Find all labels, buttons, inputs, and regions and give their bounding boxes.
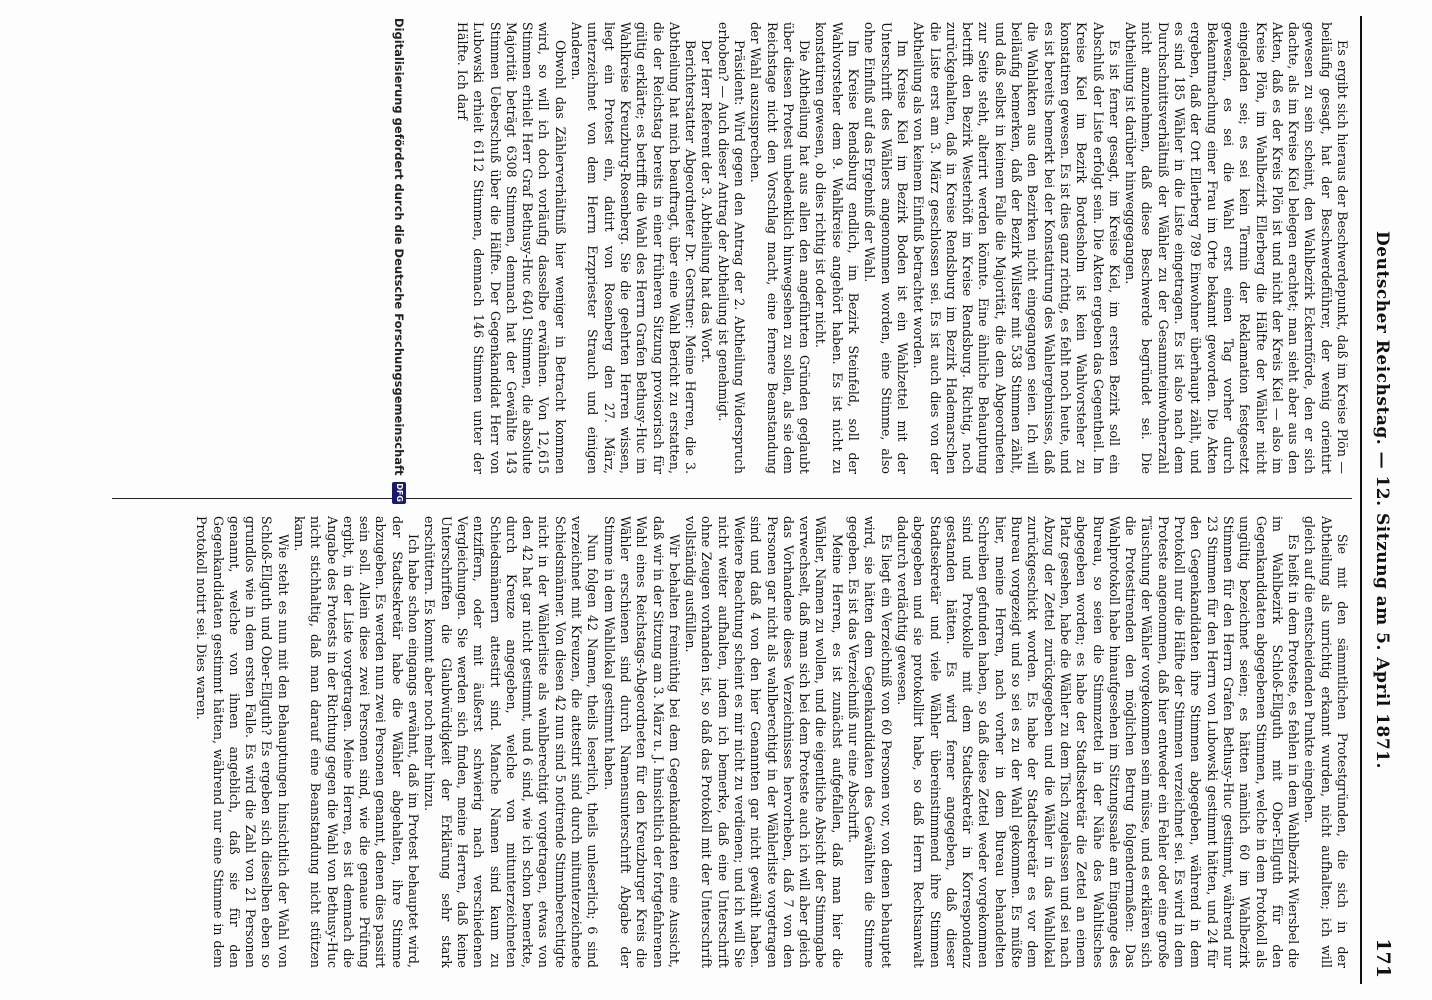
header-title: Deutscher Reichstag. — 12. Sitzung am 5. April 1871. xyxy=(1372,231,1392,769)
paragraph: Sie mit den sämmtlichen Protestgründen, die sich in der Abtheilung als unrichtig erkannt wurden, nicht aufhalten; ich will gleich auf die entscheidenden Punkte eingehen. xyxy=(1302,516,1350,968)
paragraph: Wir behalten freimüthig bei dem Gegenkandidaten eine Aussicht, daß wir in der Sitzung am 3. März u. J. hinsichtlich der fortgefahrenen Wahl eines Reichstags-Abgeordneten für den Kreuzburger Kreis die Wähler erschienen sind durch Namensunterschrift Abgabe der Stimme in dem Wahllokal gestimmt haben. xyxy=(601,516,682,968)
paragraph: Im Kreise Rendsburg endlich, im Bezirk Steinfeld, soll der Wahlvorsteher dem 9. Wahlkreise angehört haben. Es ist nicht zu konstatiren gewesen, ob dies richtig ist oder nicht. xyxy=(813,22,862,474)
paragraph: Es ergibt sich hieraus der Beschwerdepunkt, daß im Kreise Plön — beiläufig gesagt, hat der Beschwerdeführer, der wenig orientirt gewesen zu sein scheint, den Wahlbezirk Eckernförde, den er sich dachte, als im Kreise Kiel belegen erachtet; man sieht aber aus den Akten, daß es der Kreis Plön ist und nicht der Kreis Kiel — also im Kreise Plön, im Wahlbezirk Ellerberg die Hälfte der Wähler nicht eingeladen sei; es sei kein Termin der Reklamation festgesetzt gewesen, es sei die Wahl erst einen Tag vorher durch Bekanntmachung einer Frau im Orte bekannt geworden. Die Akten ergeben, daß der Ort Ellerberg 789 Einwohner überhaupt zählt, und es sind 185 Wähler in die Liste eingetragen. Es ist also nach dem Durchschnittsverhältniß der Wähler zu der Gesammteinwohnerzahl nicht anzunehmen, daß diese Beschwerde begründet sei. Die Abtheilung ist darüber hinweggegangen. xyxy=(1123,22,1350,474)
paragraph: Nun folgen 42 Namen, theils leserlich, theils unleserlich; 6 sind verzeichnet mit Kreuzen, die attestirt sind durch mitunterzeichnete Schiedsmänner. Von diesen 42 nun sind 5 notirende Stimmberechtigte nicht in der Wählerliste als wahlberechtigt vorgetragen, etwas von den 42 hat gar nicht gestimmt, und 6 sind, wie ich schon bemerkte, durch Kreuze angegeben, welche von mitunterzeichneten Schiedsmännern attestirt sind. Manche Namen sind kaum zu entziffern, oder mit äußerst schwierig nach verschiedenen Vergleichungen. Sie werden sich finden, meine Herren, daß keine Unterschriften die Glaubwürdigkeit der Erklärung sehr stark erschüttern. Es kommt aber noch mehr hinzu. xyxy=(422,516,601,968)
paragraph: Es ist ferner gesagt, im Kreise Kiel, im ersten Bezirk soll ein Abschluß der Liste erfolgt sein. Die Akten ergeben das Gegentheil. Im Kreise Kiel im Bezirk Bordesholm ist kein Wahlvorsteher zu konstatiren gewesen. Es ist dies ganz richtig, es fehlt noch heute, und es ist bereits bemerkt bei der Konstatirung des Wahlergebnisses, daß die Wahlakten aus den Bezirken nicht eingegangen seien. Ich will beiläufig bemerken, daß der Bezirk Wilster mit 538 Stimmen zählt, und daß selbst in keinem Falle die Majorität, die dem Abgeordneten zur Seite steht, alterirt werden könnte. Eine ähnliche Behauptung betrifft den Bezirk Westerhöft im Kreise Rendsburg. Richtig, noch zurückgehalten, daß in Kreise Rendsburg im Bezirk Hademarschen die Liste erst am 3. März geschlossen sei. Es ist auch dies von der Abtheilung als von keinem Einfluß betrachtet worden. xyxy=(911,22,1122,474)
paragraph: Wie steht es nun mit den Behauptungen hinsichtlich der Wahl von Schloß-Ellguth und Ober-Ellguth? Es ergeben sich dieselben eben so grundlos wie in dem ersten Falle. Es wird die Zahl von 21 Personen genannt, welche von ihnen angeblich, daß sie für den Gegenkandidaten gestimmt hätten, während nur eine Stimme in dem Protokoll notirt sei. Dies waren. xyxy=(194,516,291,968)
paragraph: Obwohl das Zählerverhältniß hier weniger in Betracht kommen wird, so will ich doch vorläufig dasselbe erwähnen. Von 12,615 Stimmen erhielt Herr Graf Bethusy-Huc 6401 Stimmen, die absolute Majorität beträgt 6308 Stimmen, demnach hat der Gewählte 143 Stimmen Ueberschuß über die Hälfte. Der Gegenkandidat Herr von Lubowski erhielt 6112 Stimmen, demnach 146 Stimmen unter der Hälfte. Ich darf xyxy=(454,22,568,474)
dfg-logo: DFG xyxy=(392,482,406,504)
right-column xyxy=(110,516,1350,968)
page-number: 171 xyxy=(1372,938,1394,978)
paragraph: Ich habe schon eingangs erwähnt, daß im Protest behauptet wird, der Stadtsekretär habe die Wähler abgehalten, ihre Stimme abzugeben. Es werden nun zwei Personen genannt, denen dies passirt sein soll. Allein diese zwei Personen sind, wie die genaue Prüfung ergibt, in der Liste vorgetragen. Meine Herren, es ist demnach die Angabe des Protests in der Richtung gegen die Wahl von Bethusy-Huc nicht stichhaltig, daß man darauf eine Beanstandung nicht stützen kann. xyxy=(292,516,422,968)
paragraph: Berichterstatter Abgeordneter Dr. Gerstner: Meine Herren, die 3. Abtheilung hat mich beauftragt, über eine Wahl Bericht zu erstatten, die der Reichstag bereits in einer früheren Sitzung provisorisch für gültig erklärte; es betrifft die Wahl des Herrn Grafen Bethusy-Huc im Wahlkreise Kreuzburg-Rosenberg. Sie die geehrten Herren wissen, liegt ein Protest ein, datirt von Rosenberg den 27. März, unterzeichnet von dem Herrn Erzpriester Strauch und einigen Anderen. xyxy=(569,22,699,474)
left-column xyxy=(110,22,1350,474)
paragraph: Der Herr Referent der 3. Abtheilung hat das Wort. xyxy=(699,40,715,363)
column-divider xyxy=(112,498,1352,499)
paragraph: Es heißt in dem Proteste, es fehlen in dem Wahlbezirk Wiersbel die im Wahlbezirk Schloß-Ellguth mit Ober-Ellguth für den Gegenkandidaten abgegebenen Stimmen, welche in dem Protokoll als ungültig bezeichnet seien; es hätten nämlich 60 im Wahlbezirk Stimmen für den Herrn Grafen Bethusy-Huc gestimmt, während nur 23 Stimmen für den Herrn von Lubowski gestimmt hätten, und 24 für den Gegenkandidaten ihre Stimmen abgegeben, während in dem Protokoll nur die Hälfte der Stimmen verzeichnet sei. Es wird in dem Proteste angenommen, daß hier entweder ein Fehler oder eine große Täuschung der Wähler vorgekommen sein müsse, und es erklären sich die Protestirenden den möglichen Betrug folgendermaßen: Das Wahlprotokoll habe hinaufgesehen im Sitzungssaale am Eingange des Bureau, so seien die Stimmzettel in der Nähe des Wahltisches abgegeben worden; es habe der Stadtsekretär die Zettel an einem Platz gesehen, habe die Wähler zu dem Tisch zugelassen und sei nach Abzug der Zettel zurückgegeben und die Wähler in das Wahllokal zurückgeschickt worden. Es habe der Stadtsekretär es vor dem Bureau vorgezeigt und so sei es zu der Wahl gekommen. Es müßte hier, meine Herren, nach vorher in dem Bureau behandelten Schreiben gefunden haben, so daß diese Zettel weder vorgekommen sind und Protokolle mit dem Stadtsekretär in Korrespondenz gestanden hätten. Es wird ferner angegeben, daß dieser Stadtsekretär und viele Wähler übereinstimmend ihre Stimmen abgegeben und sie protokollirt habe, so daß Herrn Rechtsanwalt dadurch verdächtig gewesen. xyxy=(894,516,1302,968)
digitization-note xyxy=(392,18,406,978)
paragraph: Präsident: Wird gegen den Antrag der 2. Abtheilung Widerspruch erhoben? — Auch dieser Antrag der Abtheilung ist genehmigt. xyxy=(715,22,748,474)
digitization-credit: Digitalisierung gefördert durch die Deutsche Forschungsgemeinschaft xyxy=(392,18,406,476)
paragraph: Im Kreise Kiel im Bezirk Boden ist ein Wahlzettel mit der Unterschrift des Wählers angenommen worden, eine Stimme, also ohne Einfluß auf das Ergebniß der Wahl. xyxy=(862,22,910,474)
paragraph: Die Abtheilung hat aus allen den angeführten Gründen geglaubt über diesen Protest unbedenklich hinwegsehen zu sollen, als sie dem Reichstage nicht den Vorschlag macht, eine fernere Beanstandung der Wahl auszusprechen. xyxy=(748,22,813,474)
paragraph: Es liegt ein Verzeichniß von 60 Personen vor, von denen behauptet wird, sie hätten dem Gegenkandidaten des Gewählten die Stimme gegeben. Es ist das Verzeichniß nur eine Abschrift. xyxy=(846,516,894,968)
page-header xyxy=(1360,16,1402,984)
scanned-sheet xyxy=(94,16,1402,984)
paragraph: Meine Herren, es ist zunächst aufgefallen, daß man hier die Wähler, Namen zu wollen, und die eigentliche Absicht der Stimmgabe verwechselt, daß man sich bei dem Proteste auch ich will aber gleich das Vorhandene dieses Verzeichnisses hervorheben, daß 7 von den Personen gar nicht als wahlberechtigt in der Wählerliste vorgetragen sind und daß 4 von den hier Genannten gar nicht gewählt haben. Weitere Beachtung scheint es mir nicht zu verdienen; und ich will Sie nicht weiter aufhalten, indem ich bemerke, daß eine Unterschrift ohne Zeugen vorhanden ist, so daß das Protokoll mit der Unterschrift vollständig ausfüllen. xyxy=(683,516,845,968)
